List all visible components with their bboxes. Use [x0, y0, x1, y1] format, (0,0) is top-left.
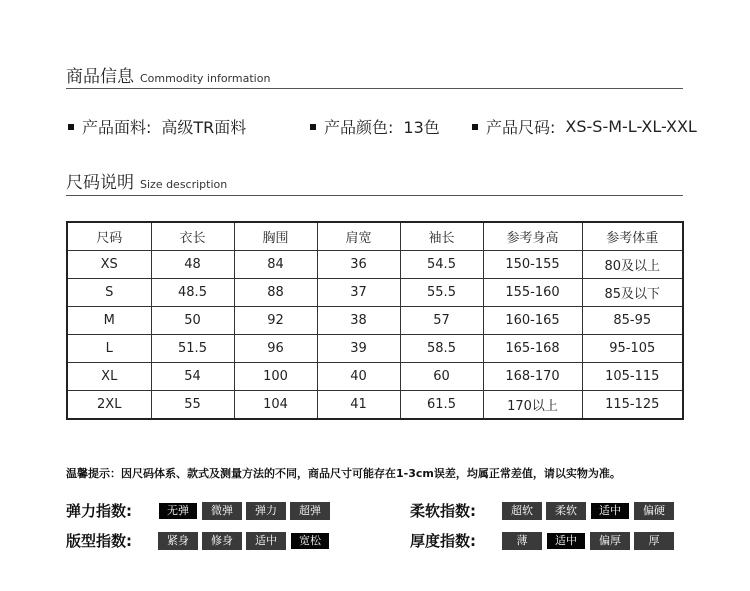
fit-option: 紧身	[158, 532, 198, 550]
thickness-option: 适中	[546, 532, 586, 550]
softness-option: 偏硬	[634, 502, 674, 520]
table-cell: 96	[234, 335, 317, 363]
table-cell: 85-95	[582, 307, 683, 335]
softness-option: 超软	[502, 502, 542, 520]
col-header: 胸围	[234, 222, 317, 251]
table-cell: 84	[234, 251, 317, 279]
bullet-icon	[310, 124, 316, 130]
col-header: 参考身高	[483, 222, 582, 251]
info-fabric-label: 产品面料:	[82, 118, 152, 137]
size-title: 尺码说明	[66, 173, 134, 193]
table-row	[67, 391, 683, 420]
elasticity-option: 无弹	[158, 502, 198, 520]
table-cell: 170以上	[483, 391, 582, 420]
softness-option: 适中	[590, 502, 630, 520]
table-cell: 80及以上	[582, 251, 683, 279]
table-cell: 39	[317, 335, 400, 363]
table-cell: 85及以下	[582, 279, 683, 307]
fit-index	[66, 530, 334, 551]
elasticity-options	[158, 502, 334, 520]
table-cell: 37	[317, 279, 400, 307]
thickness-label: 厚度指数:	[410, 532, 476, 550]
info-fabric-value: 高级TR面料	[161, 118, 247, 137]
fit-option: 适中	[246, 532, 286, 550]
size-table-header	[67, 222, 683, 251]
size-section-title	[66, 168, 227, 193]
table-cell: 55.5	[400, 279, 483, 307]
fit-label: 版型指数:	[66, 532, 132, 550]
size-label-cell: 2XL	[67, 391, 151, 420]
fit-option: 宽松	[290, 532, 330, 550]
table-cell: 165-168	[483, 335, 582, 363]
table-cell: 88	[234, 279, 317, 307]
table-row	[67, 279, 683, 307]
bullet-icon	[68, 124, 74, 130]
size-table	[66, 221, 684, 420]
size-label-cell: L	[67, 335, 151, 363]
col-header: 袖长	[400, 222, 483, 251]
table-cell: 95-105	[582, 335, 683, 363]
softness-label: 柔软指数:	[410, 502, 476, 520]
info-size	[472, 115, 697, 138]
col-header: 尺码	[67, 222, 151, 251]
col-header: 衣长	[151, 222, 234, 251]
size-label-cell: XL	[67, 363, 151, 391]
commodity-divider	[66, 88, 683, 89]
table-cell: 155-160	[483, 279, 582, 307]
size-divider	[66, 195, 683, 196]
fit-options	[158, 532, 334, 550]
info-color	[310, 115, 440, 138]
table-cell: 54	[151, 363, 234, 391]
info-fabric	[68, 115, 246, 138]
softness-index	[410, 500, 678, 521]
thickness-option: 薄	[502, 532, 542, 550]
commodity-subtitle: Commodity information	[140, 72, 271, 85]
thickness-option: 厚	[634, 532, 674, 550]
thickness-options	[502, 532, 678, 550]
table-cell: 48	[151, 251, 234, 279]
info-size-label: 产品尺码:	[486, 118, 556, 137]
size-label-cell: S	[67, 279, 151, 307]
table-cell: 40	[317, 363, 400, 391]
info-size-value: XS-S-M-L-XL-XXL	[565, 117, 697, 136]
table-cell: 60	[400, 363, 483, 391]
softness-options	[502, 502, 678, 520]
table-row	[67, 335, 683, 363]
table-cell: 50	[151, 307, 234, 335]
elasticity-option: 超弹	[290, 502, 330, 520]
size-label-cell: M	[67, 307, 151, 335]
col-header: 参考体重	[582, 222, 683, 251]
fit-option: 修身	[202, 532, 242, 550]
size-subtitle: Size description	[140, 178, 228, 191]
elasticity-index	[66, 500, 334, 521]
table-cell: 168-170	[483, 363, 582, 391]
info-color-label: 产品颜色:	[324, 118, 394, 137]
table-cell: 100	[234, 363, 317, 391]
table-cell: 61.5	[400, 391, 483, 420]
table-cell: 36	[317, 251, 400, 279]
table-cell: 150-155	[483, 251, 582, 279]
table-cell: 104	[234, 391, 317, 420]
softness-option: 柔软	[546, 502, 586, 520]
table-cell: 41	[317, 391, 400, 420]
elasticity-option: 弹力	[246, 502, 286, 520]
commodity-section-title	[66, 62, 270, 87]
table-cell: 58.5	[400, 335, 483, 363]
info-color-value: 13色	[403, 118, 440, 137]
table-row	[67, 307, 683, 335]
commodity-title: 商品信息	[66, 67, 134, 87]
table-row	[67, 251, 683, 279]
table-cell: 51.5	[151, 335, 234, 363]
thickness-option: 偏厚	[590, 532, 630, 550]
elasticity-label: 弹力指数:	[66, 502, 132, 520]
table-cell: 54.5	[400, 251, 483, 279]
col-header: 肩宽	[317, 222, 400, 251]
table-cell: 92	[234, 307, 317, 335]
table-cell: 57	[400, 307, 483, 335]
table-cell: 38	[317, 307, 400, 335]
table-row	[67, 363, 683, 391]
table-cell: 105-115	[582, 363, 683, 391]
table-cell: 115-125	[582, 391, 683, 420]
table-cell: 48.5	[151, 279, 234, 307]
thickness-index	[410, 530, 678, 551]
table-cell: 55	[151, 391, 234, 420]
size-label-cell: XS	[67, 251, 151, 279]
bullet-icon	[472, 124, 478, 130]
warm-tip: 温馨提示：因尺码体系、款式及测量方法的不同，商品尺寸可能存在1-3cm误差，均属正常差值，请以实物为准。	[66, 467, 621, 480]
table-cell: 160-165	[483, 307, 582, 335]
elasticity-option: 微弹	[202, 502, 242, 520]
